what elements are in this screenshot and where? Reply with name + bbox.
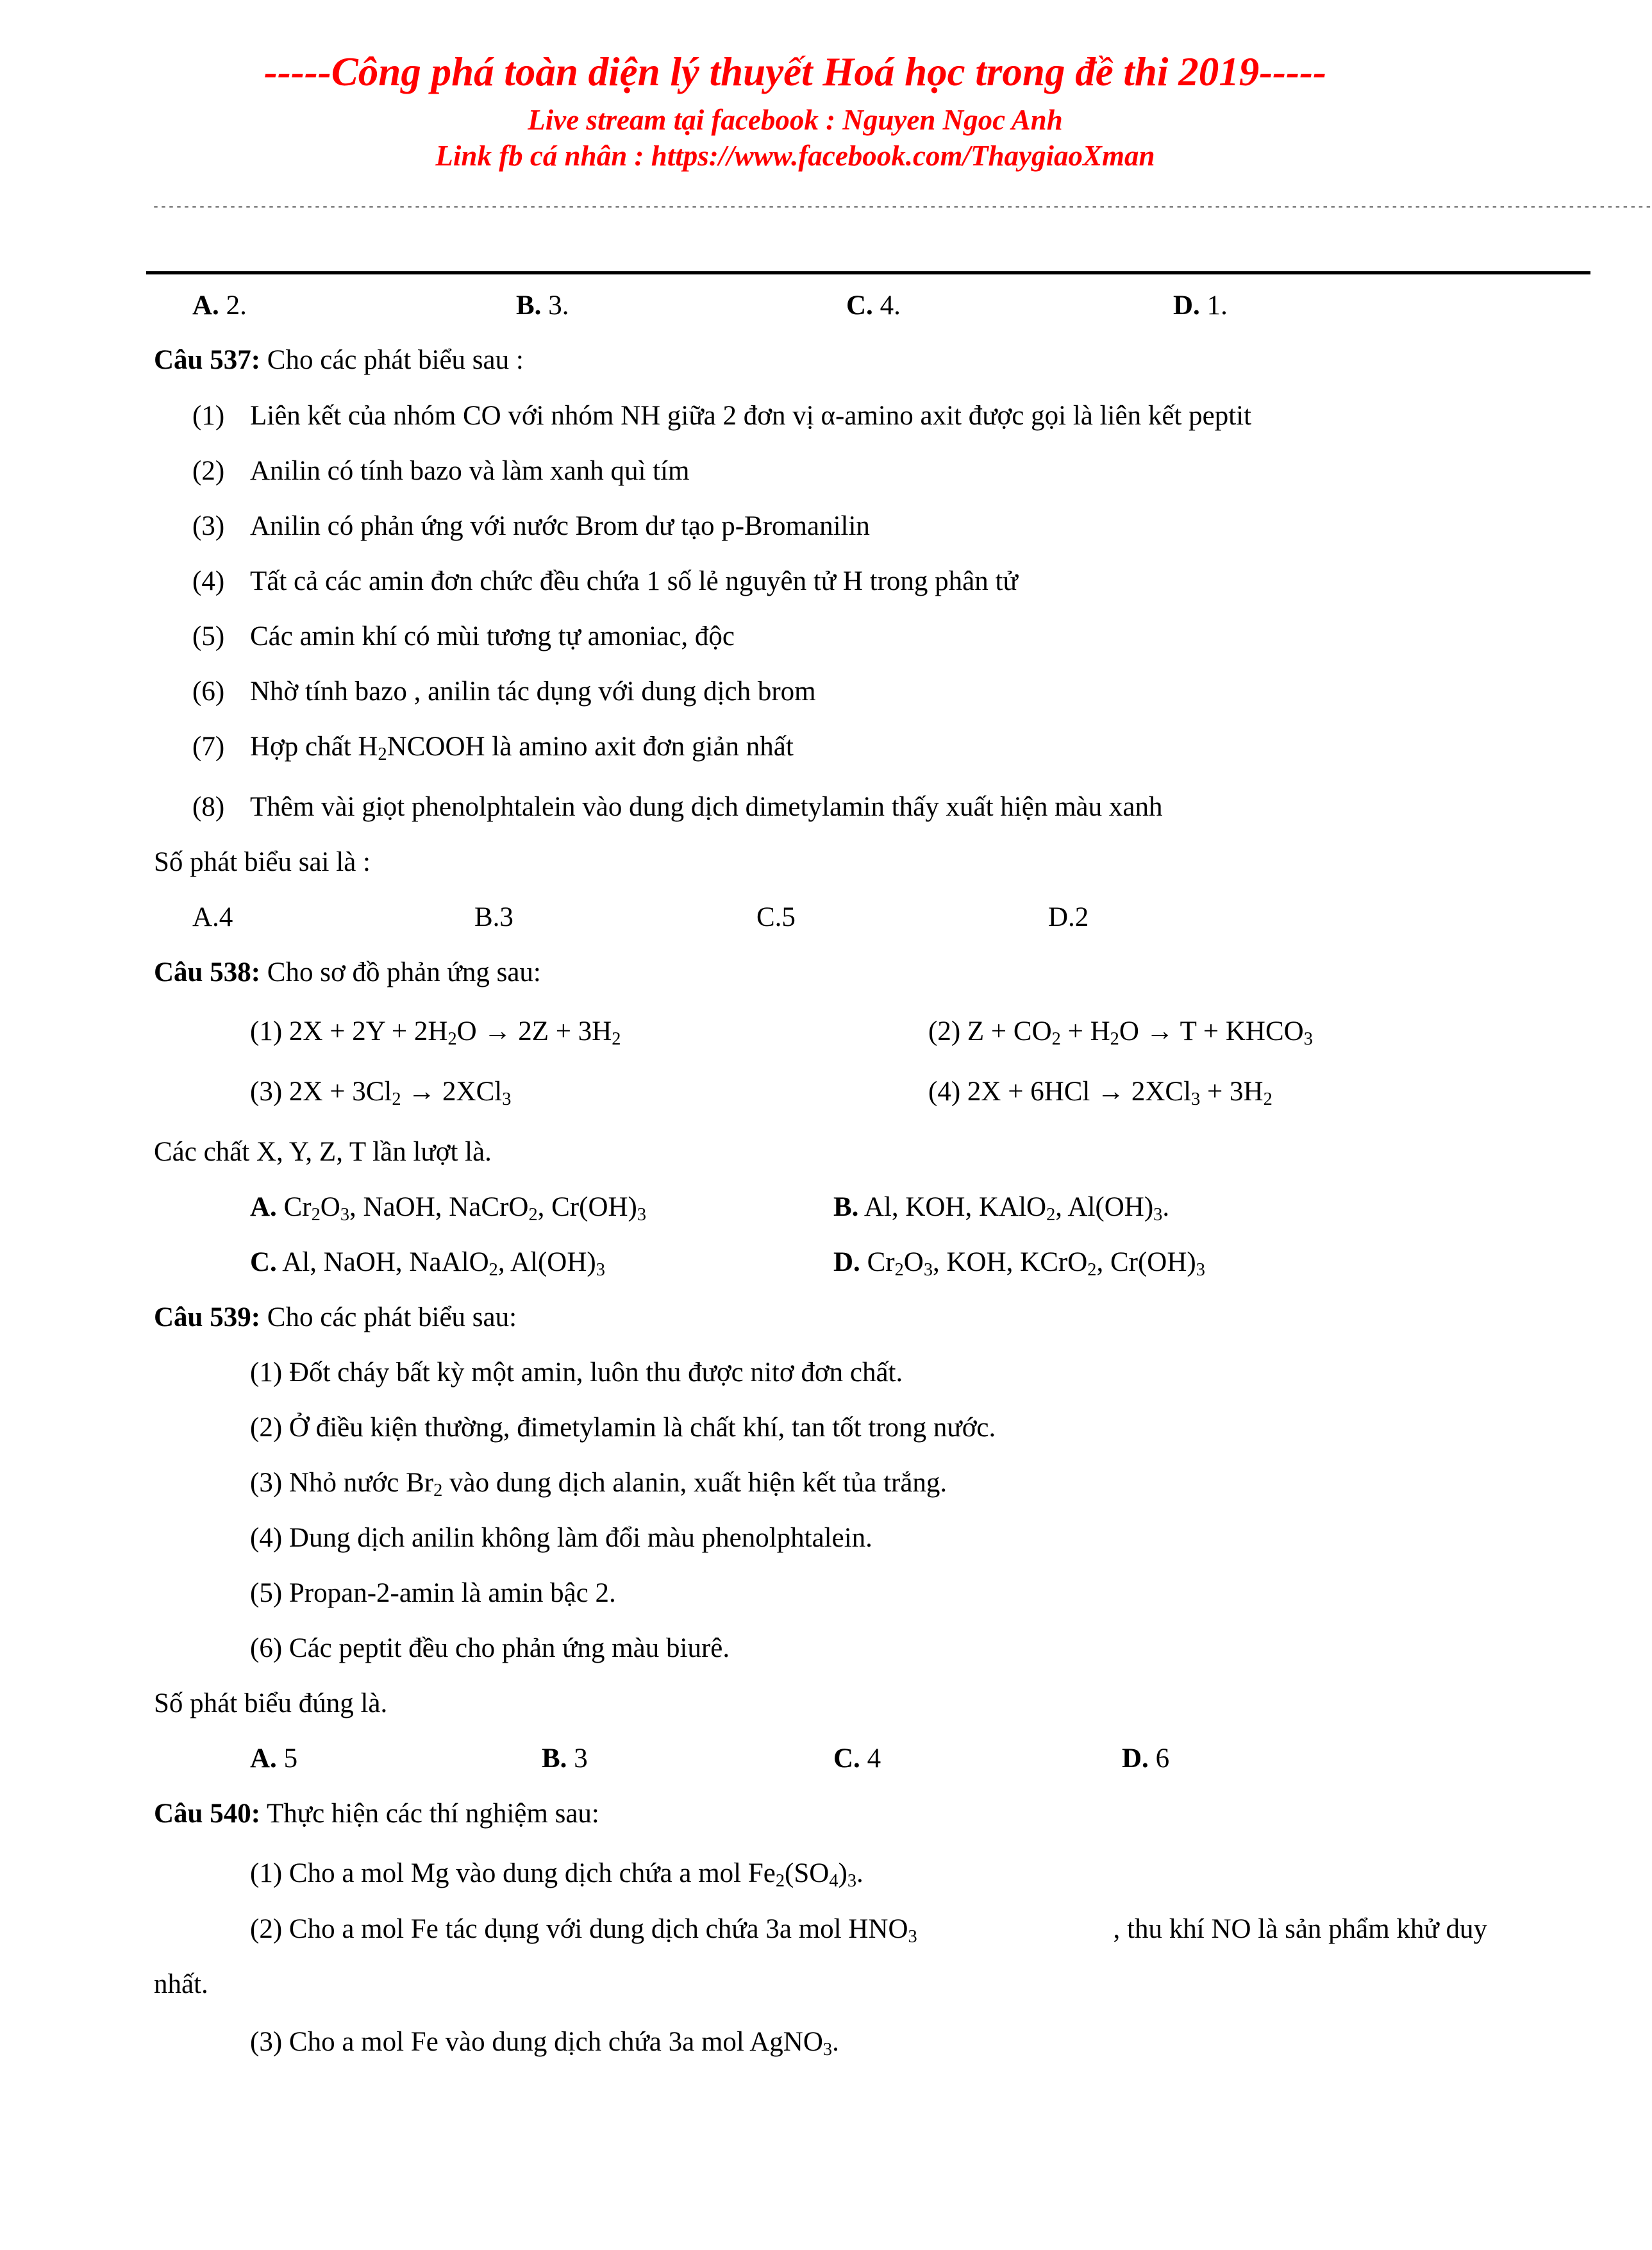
experiment-3: (3) Cho a mol Fe vào dung dịch chứa 3a mol AgNO$_3$. — [250, 2027, 839, 2060]
statement-2: (2) — [192, 456, 225, 486]
statement-6-text: Nhờ tính bazo , anilin tác dụng với dung dịch brom — [250, 676, 816, 707]
statement-8-text: Thêm vài giọt phenolphtalein vào dung dịch dimetylamin thấy xuất hiện màu xanh — [250, 792, 1163, 822]
option-b: B. 3. — [516, 290, 569, 321]
option-a: A.4 — [192, 902, 233, 932]
question-537-ask: Số phát biểu sai là : — [154, 847, 371, 877]
question-538-heading: Câu 538: Cho sơ đồ phản ứng sau: — [154, 957, 541, 987]
option-b: B.3 — [474, 902, 513, 932]
statement-5: (5) Propan-2-amin là amin bậc 2. — [250, 1578, 616, 1608]
reaction-4: (4) $2X + 6HCl \to 2XCl_3 + 3H_2$ — [928, 1077, 1272, 1110]
statement-4: (4) — [192, 566, 225, 596]
option-a: A. $Cr_2O_3$, NaOH, NaCrO$_2$, $Cr(OH)_3$ — [250, 1192, 647, 1225]
question-539-heading: Câu 539: Cho các phát biểu sau: — [154, 1302, 517, 1332]
statement-5: (5) — [192, 621, 225, 651]
question-540-heading: Câu 540: Thực hiện các thí nghiệm sau: — [154, 1799, 599, 1829]
statement-2: (2) Ở điều kiện thường, đimetylamin là chất khí, tan tốt trong nước. — [250, 1413, 996, 1443]
option-c: C.5 — [756, 902, 796, 932]
live-stream-line: Live stream tại facebook : Nguyen Ngoc Anh — [528, 104, 1063, 136]
facebook-link[interactable]: Link fb cá nhân : https://www.facebook.com/ThaygiaoXman — [435, 140, 1155, 172]
experiment-2-continued: nhất. — [154, 1969, 208, 1999]
statement-6: (6) — [192, 676, 225, 707]
statement-8: (8) — [192, 792, 225, 822]
statement-6: (6) Các peptit đều cho phản ứng màu biurê. — [250, 1633, 730, 1663]
statement-1-text: Liên kết của nhóm CO với nhóm NH giữa 2 đơn vị α-amino axit được gọi là liên kết peptit — [250, 401, 1252, 431]
statement-4: (4) Dung dịch anilin không làm đổi màu phenolphtalein. — [250, 1523, 872, 1553]
statement-7: (7) — [192, 732, 225, 762]
dashed-separator: --------------------------------------------------------------------------------------------------------------------------------------------------------------------------------------------------- — [152, 200, 1652, 215]
option-d: D. 6 — [1122, 1743, 1170, 1774]
statement-3: (3) — [192, 511, 225, 541]
reaction-3: (3) $2X + 3Cl_2 \to 2XCl_3$ — [250, 1077, 512, 1110]
statement-5-text: Các amin khí có mùi tương tự amoniac, độc — [250, 621, 735, 651]
option-b: B. Al, KOH, KAlO$_2$, $Al(OH)_3$. — [833, 1192, 1170, 1225]
statement-1: (1) Đốt cháy bất kỳ một amin, luôn thu được nitơ đơn chất. — [250, 1357, 903, 1388]
option-d: D.2 — [1048, 902, 1089, 932]
statement-4-text: Tất cả các amin đơn chức đều chứa 1 số lẻ nguyên tử H trong phân tử — [250, 566, 1018, 596]
option-a: A. 2. — [192, 290, 247, 321]
option-a: A. 5 — [250, 1743, 298, 1774]
option-c: C. 4. — [846, 290, 901, 321]
statement-1: (1) — [192, 401, 225, 431]
statement-7-text: Hợp chất $H_2NCOOH$ là amino axit đơn giản nhất — [250, 732, 794, 765]
document-title: -----Công phá toàn diện lý thuyết Hoá học trong đề thi 2019----- — [263, 49, 1327, 94]
statement-3: (3) Nhỏ nước $Br_2$ vào dung dịch alanin, xuất hiện kết tủa trắng. — [250, 1468, 947, 1501]
horizontal-rule — [146, 271, 1590, 274]
question-537-heading: Câu 537: Cho các phát biểu sau : — [154, 345, 524, 375]
option-b: B. 3 — [542, 1743, 588, 1774]
option-d: D. 1. — [1173, 290, 1228, 321]
reaction-1: (1) $2X + 2Y + 2H_2O \to 2Z + 3H_2$ — [250, 1016, 621, 1050]
reaction-2: (2) $Z + CO_2 + H_2O \to T$ + $KHCO_3$ — [928, 1016, 1313, 1050]
question-538-ask: Các chất X, Y, Z, T lần lượt là. — [154, 1137, 492, 1167]
statement-3-text: Anilin có phản ứng với nước Brom dư tạo p-Bromanilin — [250, 511, 870, 541]
experiment-2: (2) Cho a mol Fe tác dụng với dung dịch chứa 3a mol $HNO_3$ , thu khí NO là sản phẩm khử duy — [250, 1914, 1487, 1947]
option-c: C. 4 — [833, 1743, 881, 1774]
question-539-ask: Số phát biểu đúng là. — [154, 1688, 388, 1718]
statement-2-text: Anilin có tính bazo và làm xanh quì tím — [250, 456, 690, 486]
option-c: C. Al, NaOH, NaAlO$_2$, $Al(OH)_3$ — [250, 1247, 605, 1280]
option-d: D. $Cr_2O_3$, KOH, KCrO$_2$, $Cr(OH)_3$ — [833, 1247, 1205, 1280]
experiment-1: (1) Cho a mol Mg vào dung dịch chứa a mol $Fe_2(SO_4)_3$. — [250, 1858, 864, 1892]
